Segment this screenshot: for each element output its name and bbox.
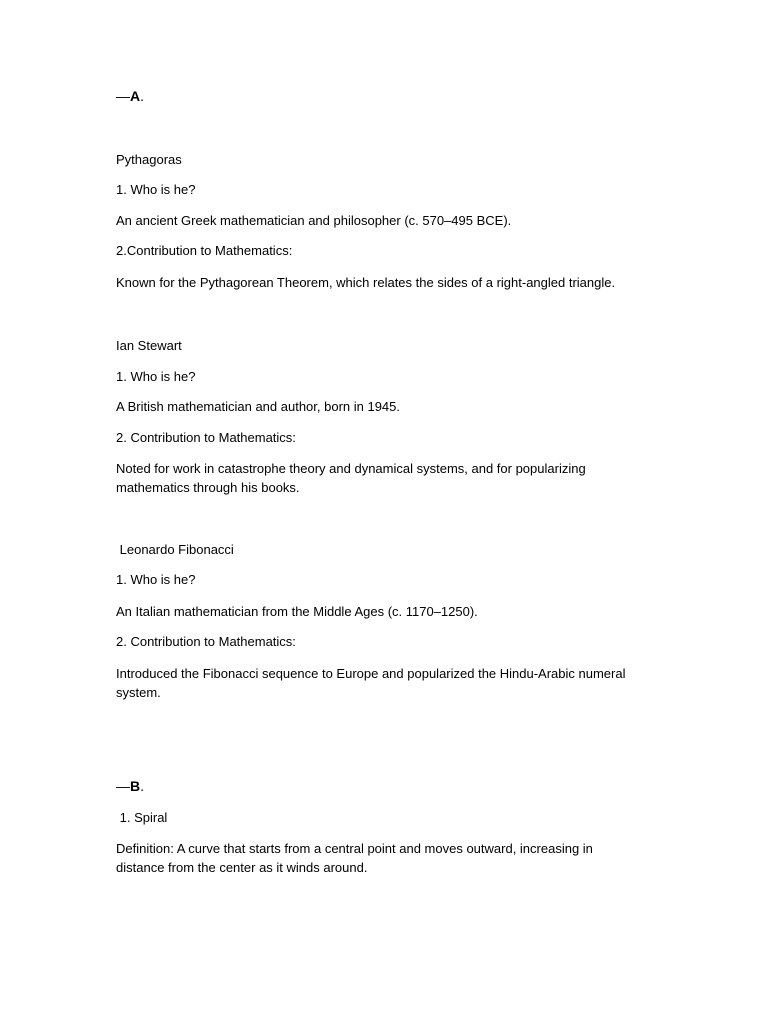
definition-spiral: Definition: A curve that starts from a central point and moves outward, increasing in distance from the center as it winds around. (116, 841, 597, 875)
section-b-heading (116, 776, 636, 796)
section-a-heading (116, 86, 636, 106)
question-contribution: 2. Contribution to Mathematics: (116, 634, 296, 649)
answer-contribution: Introduced the Fibonacci sequence to Europe and popularized the Hindu-Arabic numeral system. (116, 666, 630, 700)
person-name-ian-stewart: Ian Stewart (116, 338, 182, 353)
section-b-letter: B (130, 778, 141, 794)
answer-contribution: Noted for work in catastrophe theory and dynamical systems, and for popularizing mathematics through his books. (116, 461, 590, 495)
person-name-pythagoras: Pythagoras (116, 152, 182, 167)
section-a-dash: — (116, 88, 130, 104)
question-contribution: 2.Contribution to Mathematics: (116, 243, 293, 258)
item-title-spiral: 1. Spiral (116, 810, 168, 825)
question-who: 1. Who is he? (116, 369, 196, 384)
answer-who: An ancient Greek mathematician and philosopher (c. 570–495 BCE). (116, 213, 512, 228)
answer-who: An Italian mathematician from the Middle Ages (c. 1170–1250). (116, 604, 478, 619)
question-contribution: 2. Contribution to Mathematics: (116, 430, 296, 445)
section-b-dash: — (116, 778, 130, 794)
question-who: 1. Who is he? (116, 182, 196, 197)
question-who: 1. Who is he? (116, 572, 196, 587)
section-a-period: . (140, 88, 145, 104)
person-name-fibonacci: Leonardo Fibonacci (116, 542, 234, 557)
section-a-letter: A (130, 88, 141, 104)
answer-who: A British mathematician and author, born in 1945. (116, 399, 401, 414)
answer-contribution: Known for the Pythagorean Theorem, which relates the sides of a right-angled triangle. (116, 275, 616, 290)
section-b-period: . (140, 778, 145, 794)
